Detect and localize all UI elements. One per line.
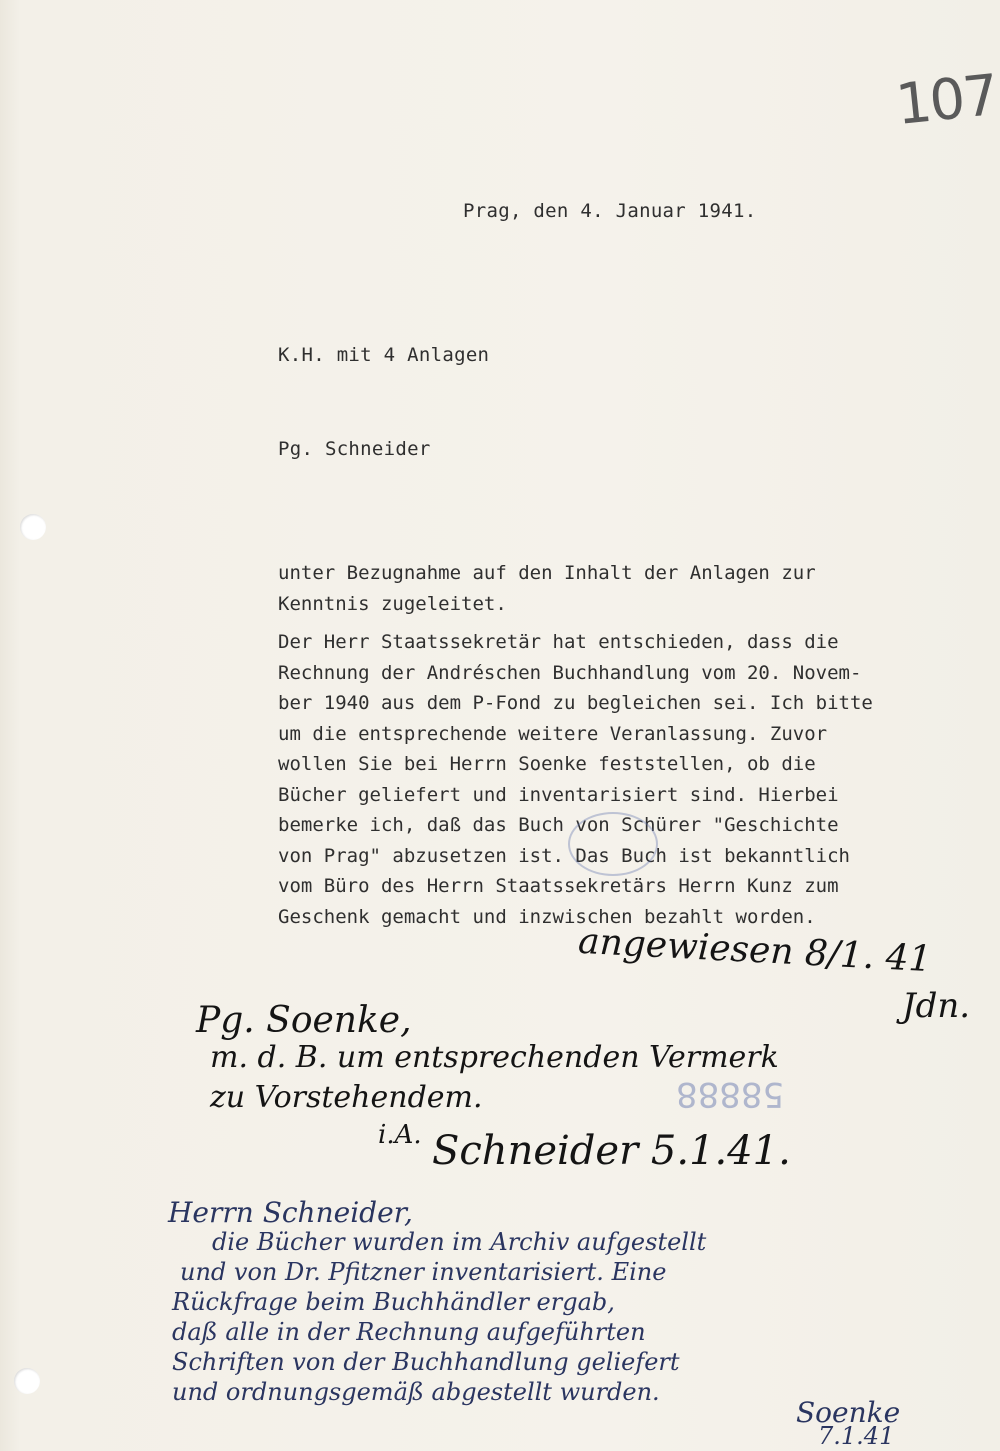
recipient-line: Pg. Schneider [278,438,431,460]
enclosure-line: K.H. mit 4 Anlagen [278,344,490,366]
body-line: Bücher geliefert und inventarisiert sind. Hierbei [278,783,839,806]
handwritten-reply-line: und ordnungsgemäß abgestellt wurden. [172,1378,660,1406]
handwritten-reply-line: die Bücher wurden im Archiv aufgestellt [212,1228,707,1256]
faint-stamp [568,812,658,876]
handwritten-note-soenke-heading: Pg. Soenke, [196,1000,412,1041]
handwritten-note-request: m. d. B. um entsprechenden Vermerk [210,1040,779,1075]
letter-body [278,558,938,932]
handwritten-signature-schneider: Schneider 5.1.41. [432,1128,791,1174]
handwritten-reply-line: und von Dr. Pfitzner inventarisiert. Eine [180,1258,667,1286]
folio-number: 107 [892,62,1000,139]
body-line: vom Büro des Herrn Staatssekretärs Herrn Kunz zum [278,875,839,897]
inverted-stamp-number: 58888 [676,1074,785,1114]
handwritten-reply-line: Rückfrage beim Buchhändler ergab, [172,1288,615,1316]
body-line: um die entsprechende weitere Veranlassung. Zuvor [278,722,828,745]
handwritten-note-angewiesen: angewiesen 8/1. 41 [577,920,933,981]
handwritten-reply-line: daß alle in der Rechnung aufgeführten [172,1318,646,1346]
handwritten-initials: Jdn. [902,986,971,1026]
handwritten-reply-salutation: Herrn Schneider, [168,1196,413,1229]
body-line: unter Bezugnahme auf den Inhalt der Anlagen zur [278,562,816,584]
body-line: bemerke ich, daß das Buch von Schürer "Geschichte [278,814,839,836]
body-line: Der Herr Staatssekretär hat entschieden, dass die [278,631,839,653]
handwritten-note-reference: zu Vorstehendem. [210,1080,483,1115]
body-line: Rechnung der Andréschen Buchhandlung vom 20. Novem- [278,661,862,684]
handwritten-reply-line: Schriften von der Buchhandlung geliefert [172,1348,680,1376]
body-line: Geschenk gemacht und inzwischen bezahlt worden. [278,905,816,928]
punch-hole-bottom [14,1368,40,1394]
handwritten-reply-date: 7.1.41 [818,1422,895,1450]
handwritten-sign-prefix: i.A. [378,1120,422,1150]
handwritten-signature-soenke: Soenke [796,1396,901,1429]
body-line: ber 1940 aus dem P-Fond zu begleichen sei. Ich bitte [278,692,873,714]
date-line: Prag, den 4. Januar 1941. [463,200,757,222]
punch-hole-top [20,514,46,540]
body-line: wollen Sie bei Herrn Soenke feststellen, ob die [278,753,816,775]
body-line: Kenntnis zugeleitet. [278,592,507,615]
body-line: von Prag" abzusetzen ist. Das Buch ist bekanntlich [278,844,850,867]
